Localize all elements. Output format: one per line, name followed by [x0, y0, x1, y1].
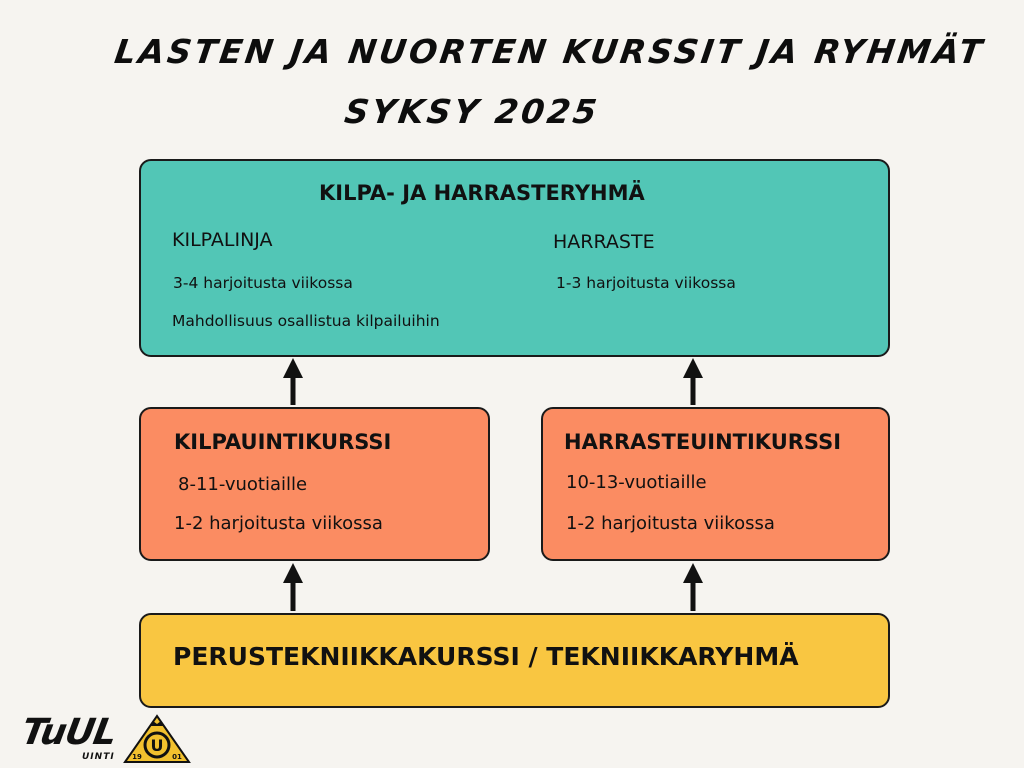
hobby-swimming-course-box [541, 407, 890, 561]
harraste-frequency: 1-3 harjoitusta viikossa [556, 274, 736, 292]
competitive-swimming-course-box [139, 407, 490, 561]
kilpalinja-competition-note: Mahdollisuus osallistua kilpailuihin [172, 312, 440, 330]
kilpalinja-frequency: 3-4 harjoitusta viikossa [173, 274, 353, 292]
competition-hobby-heading: KILPA- JA HARRASTERYHMÄ [319, 181, 645, 205]
kilpalinja-heading: KILPALINJA [172, 229, 273, 251]
logo-emblem [122, 712, 192, 764]
harraste-heading: HARRASTE [553, 231, 655, 253]
emblem-year-left: 19 [132, 753, 142, 761]
emblem-year-right: 01 [172, 753, 182, 761]
hobby-course-frequency: 1-2 harjoitusta viikossa [566, 513, 775, 534]
logo-wordmark: TuUL [18, 712, 120, 753]
competitive-course-age: 8-11-vuotiaille [178, 474, 308, 495]
competitive-course-frequency: 1-2 harjoitusta viikossa [174, 513, 383, 534]
competition-and-hobby-group-box [139, 159, 890, 357]
competitive-course-heading: KILPAUINTIKURSSI [174, 430, 392, 454]
page-title-line2: SYKSY 2025 [342, 92, 602, 131]
tuul-logo [18, 712, 194, 764]
basic-technique-course-box [139, 613, 890, 708]
hobby-course-heading: HARRASTEUINTIKURSSI [564, 430, 842, 454]
hobby-course-age: 10-13-vuotiaille [566, 472, 707, 493]
logo-subtitle: UINTI [82, 752, 115, 762]
page-title-line1: LASTEN JA NUORTEN KURSSIT JA RYHMÄT [112, 32, 988, 71]
emblem-letter: U [150, 736, 164, 755]
basic-technique-heading: PERUSTEKNIIKKAKURSSI / TEKNIIKKARYHMÄ [173, 642, 799, 671]
